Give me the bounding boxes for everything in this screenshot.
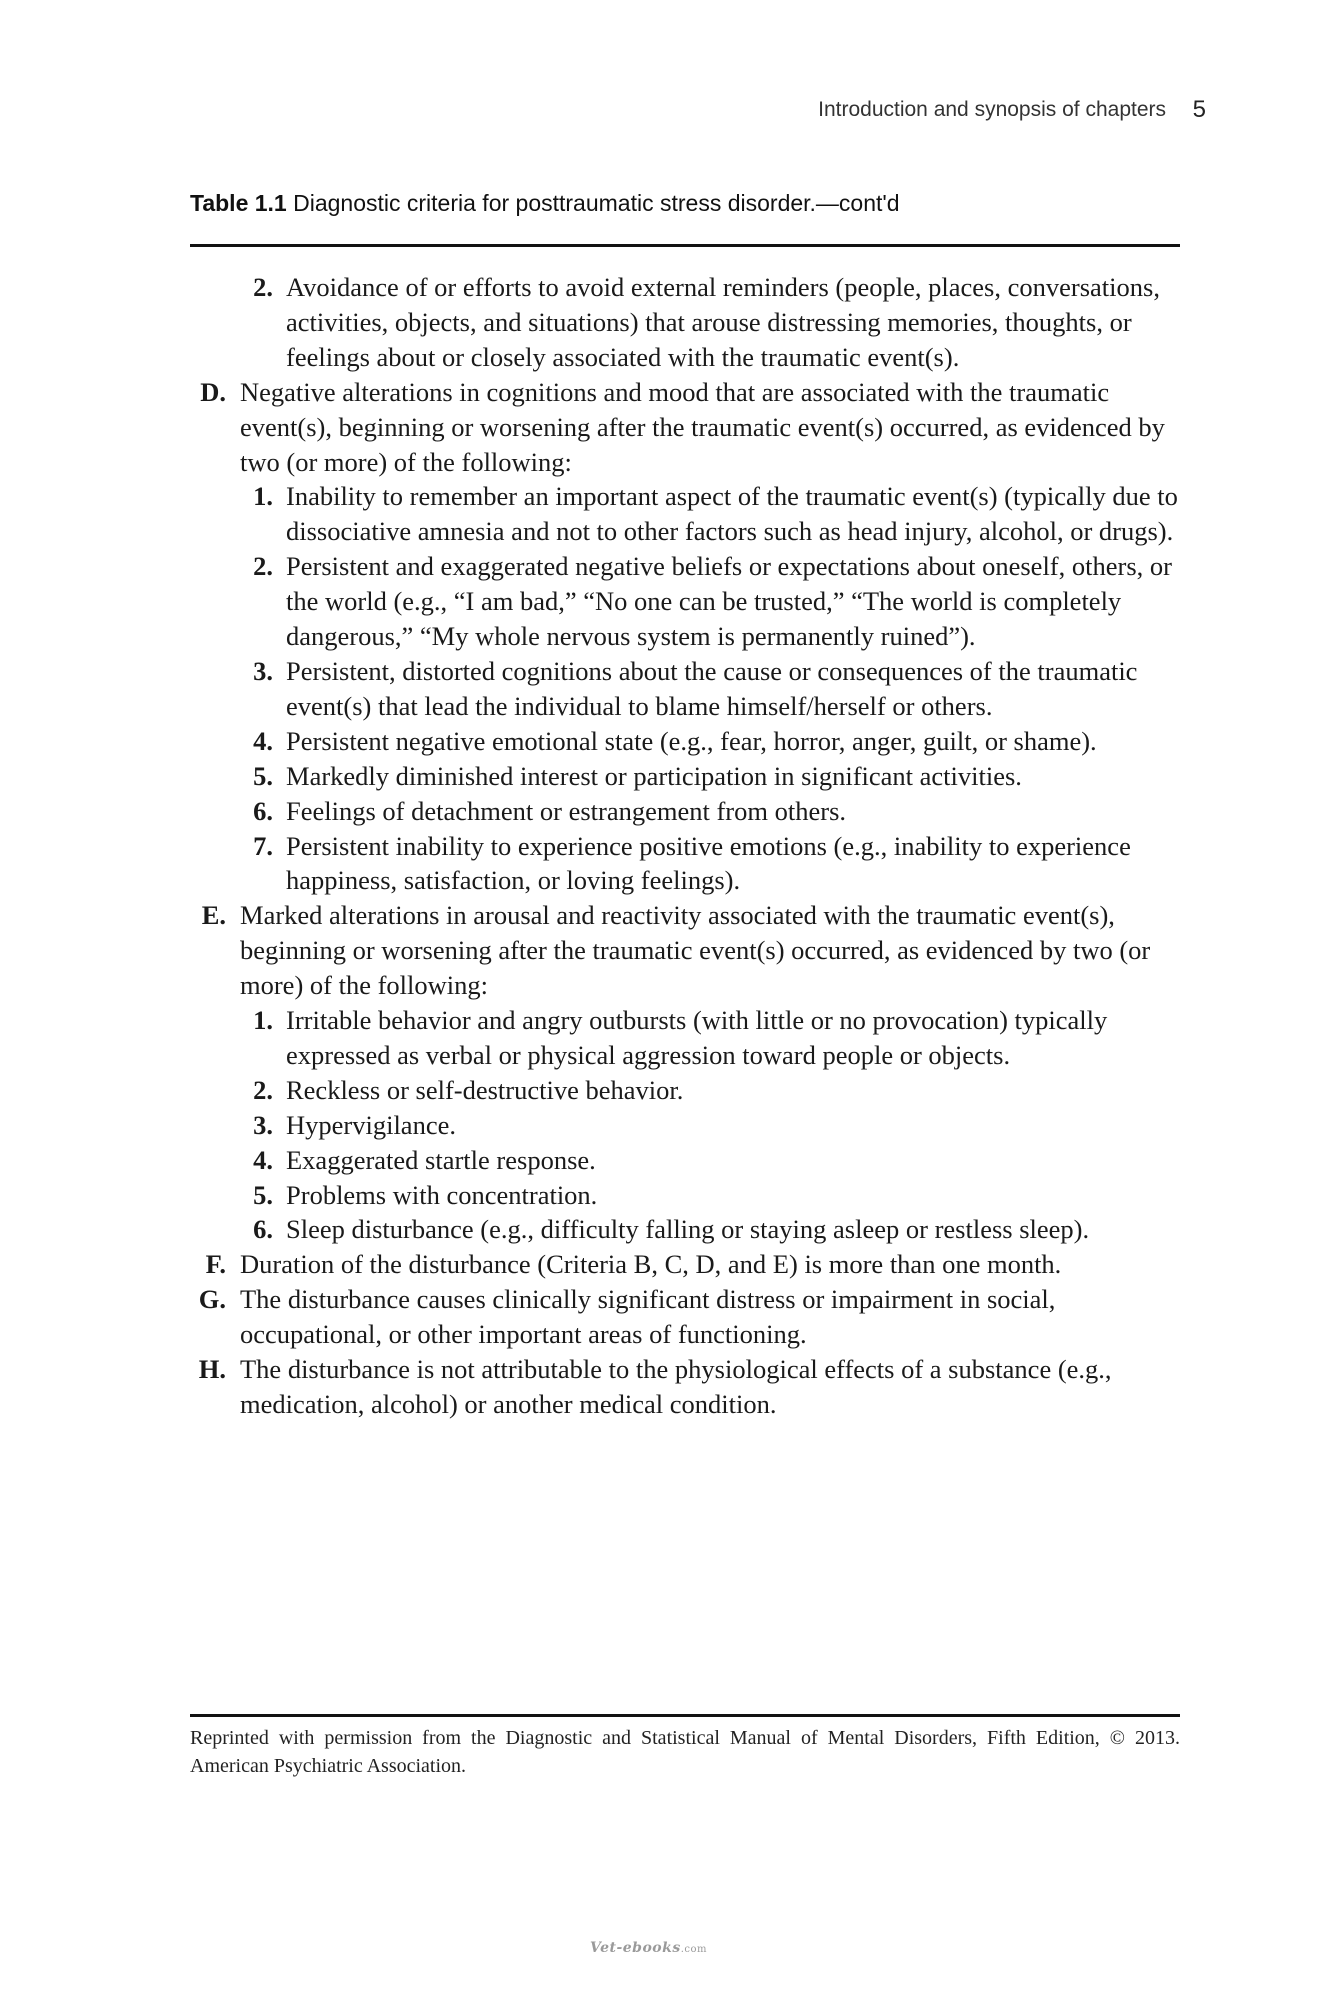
subitem-marker: 4.	[253, 1144, 273, 1175]
subitem-marker: 3.	[253, 1109, 273, 1140]
list-item	[190, 1143, 1180, 1178]
subitem-text: Exaggerated startle response.	[286, 1144, 596, 1175]
list-item	[190, 794, 1180, 829]
criterion-text: Marked alterations in arousal and reactivity associated with the traumatic event(s), beginning or worsening after the traumatic event(s) occurred, as evidenced by two (or more) of the following:	[240, 900, 1151, 1001]
list-item	[190, 1178, 1180, 1213]
subitem-marker: 2.	[253, 551, 273, 582]
subitem-text: Avoidance of or efforts to avoid external reminders (people, places, conversations, activities, objects, and situations) that arouse distressing memories, thoughts, or feelings about or closely associated with the traumatic event(s).	[286, 272, 1160, 372]
criterion-marker: H.	[198, 1354, 226, 1385]
criterion-text: Negative alterations in cognitions and mood that are associated with the traumatic event(s), beginning or worsening after the traumatic event(s) occurred, as evidenced by two (or more) of the following:	[240, 376, 1165, 477]
subitem-marker: 2.	[253, 272, 273, 302]
criterion-text: The disturbance causes clinically significant distress or impairment in social, occupational, or other important areas of functioning.	[240, 1284, 1056, 1350]
subitem-marker: 3.	[253, 655, 273, 686]
subitem-text: Reckless or self-destructive behavior.	[286, 1074, 684, 1105]
list-item	[190, 1073, 1180, 1108]
subitem-marker: 4.	[253, 725, 273, 756]
subitem-text: Irritable behavior and angry outbursts (with little or no provocation) typically expressed as verbal or physical aggression toward people or objects.	[286, 1005, 1108, 1070]
watermark-suffix: .com	[680, 1944, 708, 1955]
criterion-h	[190, 1352, 1180, 1422]
table-caption-title: Diagnostic criteria for posttraumatic stress disorder.—cont'd	[293, 190, 900, 216]
criterion-text: The disturbance is not attributable to the physiological effects of a substance (e.g., medication, alcohol) or another medical condition.	[240, 1354, 1112, 1419]
criterion-g	[190, 1282, 1180, 1352]
criterion-marker: E.	[201, 900, 226, 931]
list-item	[190, 1212, 1180, 1247]
list-item	[190, 479, 1180, 549]
subitem-marker: 1.	[253, 481, 273, 512]
table-caption-label: Table 1.1	[190, 190, 287, 216]
table-top-rule	[190, 244, 1180, 247]
subitem-text: Persistent and exaggerated negative beliefs or expectations about oneself, others, or the world (e.g., “I am bad,” “No one can be trusted,” “The world is completely dangerous,” “My whole nervous system is permanently ruined”).	[286, 551, 1172, 652]
subitem-text: Markedly diminished interest or participation in significant activities.	[286, 760, 1022, 791]
subitem-text: Problems with concentration.	[286, 1179, 598, 1210]
subitem-text: Inability to remember an important aspect of the traumatic event(s) (typically due to dissociative amnesia and not to other factors such as head injury, alcohol, or drugs).	[286, 481, 1178, 547]
subitem-marker: 1.	[253, 1005, 273, 1036]
list-item	[190, 829, 1180, 899]
subitem-text: Persistent negative emotional state (e.g., fear, horror, anger, guilt, or shame).	[286, 725, 1097, 756]
subitem-text: Persistent, distorted cognitions about the cause or consequences of the traumatic event(s) that lead the individual to blame himself/herself or others.	[286, 655, 1138, 721]
subitem-marker: 7.	[253, 830, 273, 861]
list-item	[190, 1003, 1180, 1073]
criterion-d	[190, 375, 1180, 480]
list-item	[190, 549, 1180, 654]
watermark-logo	[590, 1940, 707, 1956]
list-item	[190, 654, 1180, 724]
subitem-text: Sleep disturbance (e.g., difficulty falling or staying asleep or restless sleep).	[286, 1214, 1090, 1245]
running-head-title: Introduction and synopsis of chapters	[818, 98, 1166, 121]
table-bottom-rule	[190, 1714, 1180, 1717]
table-caption	[190, 190, 900, 217]
list-item	[190, 1108, 1180, 1143]
continued-subitem	[190, 270, 1180, 375]
subitem-marker: 5.	[253, 1179, 273, 1210]
criterion-text: Duration of the disturbance (Criteria B, C, D, and E) is more than one month.	[240, 1249, 1062, 1280]
subitem-marker: 6.	[253, 1214, 273, 1245]
subitem-text: Persistent inability to experience positive emotions (e.g., inability to experience happiness, satisfaction, or loving feelings).	[286, 830, 1131, 896]
subitem-marker: 2.	[253, 1074, 273, 1105]
watermark-text: Vet-ebooks	[590, 1940, 681, 1956]
subitem-text: Feelings of detachment or estrangement from others.	[286, 795, 847, 826]
criterion-marker: D.	[200, 376, 226, 407]
criterion-marker: G.	[198, 1284, 226, 1315]
subitem-marker: 5.	[253, 760, 273, 791]
list-item	[190, 759, 1180, 794]
list-item	[190, 724, 1180, 759]
criteria-list	[190, 270, 1180, 1422]
criterion-e	[190, 898, 1180, 1003]
page-number: 5	[1192, 96, 1206, 123]
criterion-marker: F.	[205, 1249, 226, 1280]
subitem-marker: 6.	[253, 795, 273, 826]
subitem-text: Hypervigilance.	[286, 1109, 456, 1140]
table-footnote: Reprinted with permission from the Diagnostic and Statistical Manual of Mental Disorders, Fifth Edition, © 2013. American Psychiatric Association.	[190, 1727, 1180, 1777]
criterion-f	[190, 1247, 1180, 1282]
